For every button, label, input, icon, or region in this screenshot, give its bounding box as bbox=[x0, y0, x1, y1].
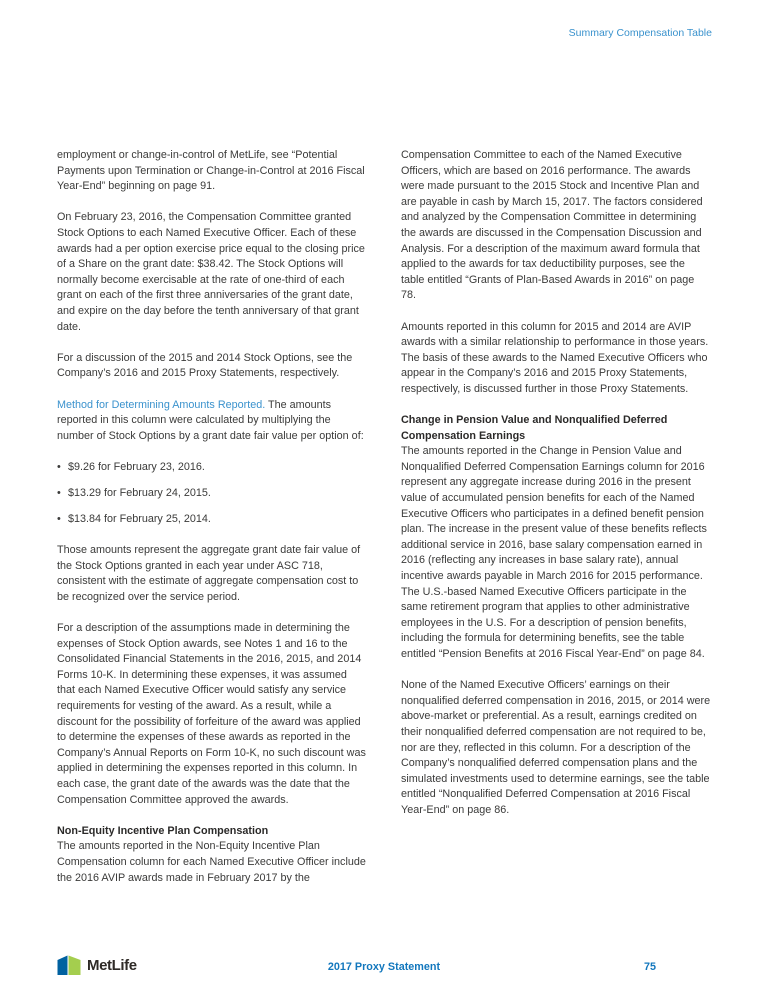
paragraph: The amounts reported in the Non-Equity Incentive Plan Compensation column for each Named Executive Officer include the 2016 AVIP awards made in February 2017 by the bbox=[57, 840, 366, 884]
metlife-logo-wordmark: MetLife bbox=[87, 956, 137, 974]
footer-document-title: 2017 Proxy Statement bbox=[327, 961, 441, 973]
paragraph: Amounts reported in this column for 2015 and 2014 are AVIP awards with a similar relationship to performance in those years. The basis of these awards to the Named Executive Officers who appear in the Company’s 2016 and 2015 Proxy Statements, respectively, is discussed further in those Proxy Statements. bbox=[401, 320, 709, 395]
paragraph: On February 23, 2016, the Compensation Committee granted Stock Options to each Named Executive Officer. Each of these awards had a per option exercise price equal to the closing price of a Share on the grant date: $38.42. The Stock Options will normally become exercisable at the rate of one-third of each grant on each of the first three anniversaries of the grant date, and expire on the day before the tenth anniversary of that grant date. bbox=[57, 211, 365, 333]
paragraph: None of the Named Executive Officers’ earnings on their nonqualified deferred compensation in 2016, 2015, or 2014 were above-market or preferential. As a result, earnings credited on their nonqualified deferred compensation are not required to be, nor are they, reflected in this column. For a description of the Company’s nonqualified deferred compensation plans and the simulated investments used to determine earnings, see the table entitled “Nonqualified Deferred Compensation at 2016 Fiscal Year-End” on page 86. bbox=[401, 679, 711, 816]
two-column-body bbox=[57, 148, 711, 886]
footer-page-number: 75 bbox=[644, 961, 657, 973]
running-header-section-title: Summary Compensation Table bbox=[568, 27, 712, 39]
right-column bbox=[401, 148, 711, 886]
paragraph-method bbox=[57, 398, 367, 445]
paragraph: employment or change-in-control of MetLife, see “Potential Payments upon Termination or Change-in-Control at 2016 Fiscal Year-End” beginning on page 91. bbox=[57, 149, 365, 193]
paragraph: Compensation Committee to each of the Named Executive Officers, which are based on 2016 performance. The awards were made pursuant to the 2015 Stock and Incentive Plan and are payable in cash by March 15, 2017. The factors considered and analyzed by the Compensation Committee in determining the awards are discussed in the Compensation Discussion and Analysis. For a description of the maximum award formula that applied to the awards for tax deductibility purposes, see the table entitled “Grants of Plan-Based Awards in 2016” on page 78. bbox=[401, 149, 703, 302]
left-column bbox=[57, 148, 367, 886]
paragraph: Those amounts represent the aggregate grant date fair value of the Stock Options granted in each year under ASC 718, consistent with the estimate of aggregate compensation cost to be recognized over the service period. bbox=[57, 544, 361, 603]
fair-value-bullet-list bbox=[57, 460, 367, 528]
method-rest: The amounts reported in this column were calculated by multiplying the number of Stock Options by a grant date fair value per option of: bbox=[57, 398, 364, 442]
paragraph: For a discussion of the 2015 and 2014 Stock Options, see the Company’s 2016 and 2015 Proxy Statements, respectively. bbox=[57, 351, 353, 380]
heading-non-equity-incentive: Non-Equity Incentive Plan Compensation bbox=[57, 824, 269, 837]
method-lead-in: Method for Determining Amounts Reported. bbox=[57, 398, 266, 411]
list-item: • $13.29 for February 24, 2015. bbox=[57, 486, 367, 502]
paragraph: For a description of the assumptions made in determining the expenses of Stock Option awards, see Notes 1 and 16 to the Consolidated Financial Statements in the 2016, 2015, and 2014 Forms 10-K. In determining these expenses, it was assumed that each Named Executive Officer would satisfy any service requirements for vesting of the award. As a result, while a discount for the possibility of forfeiture of the award was applied to determine the expenses of these awards as reported in the Company’s Annual Reports on Form 10-K, no such discount was applied in determining the expenses reported in this column. In each case, the grant date of the awards was the date that the Compensation Committee approved the awards. bbox=[57, 622, 366, 806]
paragraph: The amounts reported in the Change in Pension Value and Nonqualified Deferred Compensation Earnings column for 2016 represent any aggregate increase during 2016 in the present value of accumulated pension benefits for each of the Named Executive Officers who participates in a defined benefit pension plan. The increase in the present value of these benefits reflects additional service in 2016, base salary compensation earned in 2016 (reflecting any increases in base salary rate), annual incentive awards payable in March 2016 for 2015 performance. The U.S.-based Named Executive Officers participate in the same retirement program that applies to other administrative employees in the U.S. For a description of pension benefits, including the formula for determining benefits, see the table entitled “Pension Benefits at 2016 Fiscal Year-End” on page 84. bbox=[401, 445, 707, 660]
list-item: • $13.84 for February 25, 2014. bbox=[57, 512, 367, 528]
list-item: • $9.26 for February 23, 2016. bbox=[57, 460, 367, 476]
heading-pension-value: Change in Pension Value and Nonqualified Deferred Compensation Earnings bbox=[401, 414, 668, 442]
